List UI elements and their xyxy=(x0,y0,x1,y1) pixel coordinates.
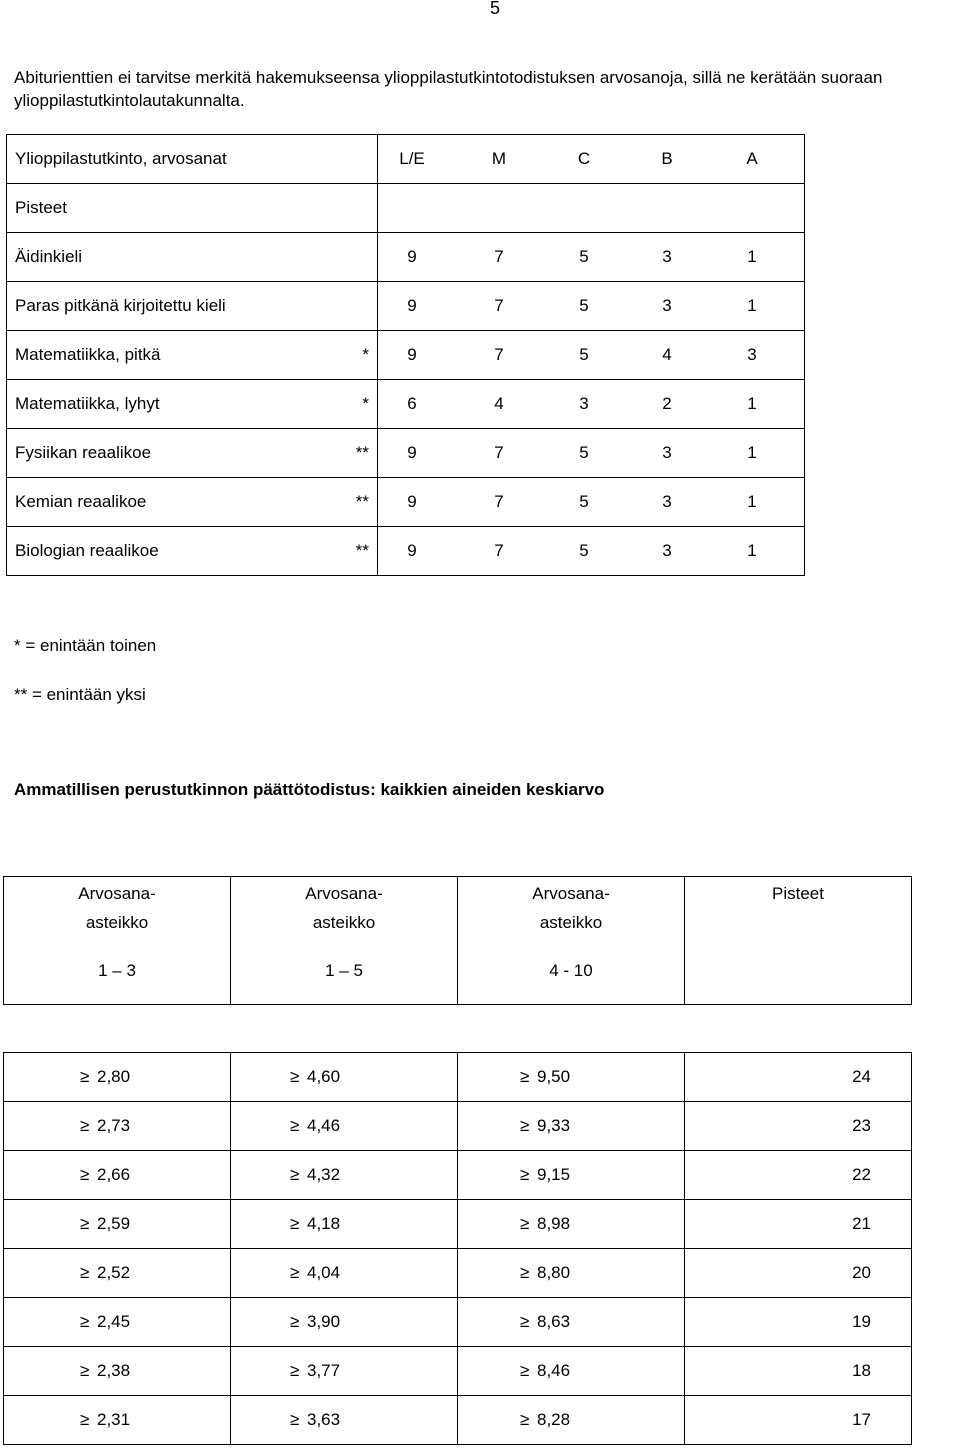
grade-points: 3 xyxy=(747,345,757,364)
subject-cell xyxy=(7,233,378,282)
greater-equal-icon: ≥ xyxy=(520,1312,530,1331)
grade-points: 7 xyxy=(494,443,504,462)
threshold-cell xyxy=(231,1396,458,1445)
threshold-cell xyxy=(458,1347,685,1396)
threshold-value: 4,60 xyxy=(307,1067,341,1086)
grade-points: 4 xyxy=(662,345,672,364)
grade-header: L/E xyxy=(399,149,425,168)
threshold-cell xyxy=(458,1151,685,1200)
grade-header: M xyxy=(491,149,507,168)
scale-label-line1: Arvosana- xyxy=(305,884,383,903)
threshold-cell xyxy=(4,1200,231,1249)
threshold-cell xyxy=(4,1396,231,1445)
grade-points: 7 xyxy=(494,492,504,511)
table-row xyxy=(7,527,805,576)
greater-equal-icon: ≥ xyxy=(520,1116,530,1135)
grade-points: 3 xyxy=(662,296,672,315)
threshold-value: 3,77 xyxy=(307,1361,341,1380)
grade-points: 2 xyxy=(662,394,672,413)
table-row xyxy=(4,1396,912,1445)
grade-points: 5 xyxy=(579,541,589,560)
threshold-cell xyxy=(458,1396,685,1445)
points-value: 22 xyxy=(685,1151,912,1200)
points-cell xyxy=(378,233,805,282)
scale-header-1-5 xyxy=(231,877,458,1005)
grade-points: 9 xyxy=(407,247,417,266)
points-value: 18 xyxy=(685,1347,912,1396)
threshold-value: 2,66 xyxy=(97,1165,131,1184)
scale-label-line1: Arvosana- xyxy=(532,884,610,903)
threshold-cell xyxy=(4,1102,231,1151)
subject-name: Kemian reaalikoe xyxy=(15,492,147,511)
points-value: 23 xyxy=(685,1102,912,1151)
subject-cell xyxy=(7,527,378,576)
table-row xyxy=(4,1298,912,1347)
threshold-value: 2,45 xyxy=(97,1312,131,1331)
points-value: 21 xyxy=(685,1200,912,1249)
greater-equal-icon: ≥ xyxy=(290,1361,300,1380)
points-value: 17 xyxy=(685,1396,912,1445)
points-cell xyxy=(378,282,805,331)
grade-points: 1 xyxy=(747,247,757,266)
threshold-value: 8,80 xyxy=(537,1263,571,1282)
limit-mark: * xyxy=(362,345,369,364)
scale-header-1-3 xyxy=(4,877,231,1005)
threshold-cell xyxy=(231,1298,458,1347)
threshold-value: 4,04 xyxy=(307,1263,341,1282)
grade-points: 7 xyxy=(494,345,504,364)
threshold-value: 9,15 xyxy=(537,1165,571,1184)
grade-points: 1 xyxy=(747,394,757,413)
grade-headers xyxy=(378,135,805,184)
intro-paragraph: Abiturienttien ei tarvitse merkitä hakemukseensa ylioppilastutkintotodistuksen arvosanoja, sillä ne kerätään suoraan ylioppilastutkintolautakunnalta. xyxy=(14,68,883,110)
grade-points: 5 xyxy=(579,247,589,266)
greater-equal-icon: ≥ xyxy=(80,1361,90,1380)
table-row xyxy=(7,233,805,282)
greater-equal-icon: ≥ xyxy=(290,1410,300,1429)
points-value: 24 xyxy=(685,1053,912,1102)
points-value: 20 xyxy=(685,1249,912,1298)
threshold-cell xyxy=(458,1298,685,1347)
grade-points: 3 xyxy=(579,394,589,413)
scale-range: 4 - 10 xyxy=(549,961,593,980)
threshold-cell xyxy=(458,1200,685,1249)
points-label: Pisteet xyxy=(7,184,378,233)
legend-one-star: * = enintään toinen xyxy=(14,636,157,655)
grade-points: 9 xyxy=(407,492,417,511)
grade-points: 5 xyxy=(579,492,589,511)
subject-cell xyxy=(7,429,378,478)
greater-equal-icon: ≥ xyxy=(520,1410,530,1429)
greater-equal-icon: ≥ xyxy=(520,1214,530,1233)
table-row xyxy=(7,380,805,429)
subject-cell xyxy=(7,282,378,331)
grade-points: 1 xyxy=(747,541,757,560)
limit-mark: * xyxy=(362,394,369,413)
grade-points: 7 xyxy=(494,541,504,560)
scale-range: 1 – 5 xyxy=(325,961,363,980)
limit-mark: ** xyxy=(355,443,369,462)
scale-label-line1: Arvosana- xyxy=(78,884,156,903)
grade-points: 9 xyxy=(407,443,417,462)
greater-equal-icon: ≥ xyxy=(290,1165,300,1184)
points-cell xyxy=(378,429,805,478)
table-row xyxy=(4,1249,912,1298)
points-cell xyxy=(378,380,805,429)
points-value: 19 xyxy=(685,1298,912,1347)
table-row xyxy=(4,1151,912,1200)
threshold-value: 3,90 xyxy=(307,1312,341,1331)
table-row xyxy=(4,1053,912,1102)
grade-points: 6 xyxy=(407,394,417,413)
threshold-value: 4,32 xyxy=(307,1165,341,1184)
vocational-points-table xyxy=(3,1052,912,1445)
greater-equal-icon: ≥ xyxy=(80,1312,90,1331)
table-row xyxy=(7,331,805,380)
table-header-row xyxy=(7,135,805,184)
grade-header: B xyxy=(661,149,673,168)
threshold-cell xyxy=(231,1347,458,1396)
threshold-cell xyxy=(4,1249,231,1298)
greater-equal-icon: ≥ xyxy=(80,1165,90,1184)
scale-label-line2: asteikko xyxy=(312,913,376,932)
subject-name: Äidinkieli xyxy=(15,247,83,266)
table-row xyxy=(4,1347,912,1396)
table-row xyxy=(7,429,805,478)
grade-points: 3 xyxy=(662,492,672,511)
grade-points: 1 xyxy=(747,296,757,315)
points-cell xyxy=(378,331,805,380)
threshold-cell xyxy=(4,1298,231,1347)
threshold-value: 8,63 xyxy=(537,1312,571,1331)
subject-name: Biologian reaalikoe xyxy=(15,541,159,560)
scale-label-line2: asteikko xyxy=(85,913,149,932)
points-label-row xyxy=(7,184,805,233)
vocational-heading: Ammatillisen perustutkinnon päättötodistus: kaikkien aineiden keskiarvo xyxy=(14,780,605,799)
subject-cell xyxy=(7,331,378,380)
grade-points: 3 xyxy=(662,541,672,560)
greater-equal-icon: ≥ xyxy=(520,1067,530,1086)
table-row xyxy=(7,282,805,331)
threshold-cell xyxy=(231,1151,458,1200)
greater-equal-icon: ≥ xyxy=(290,1312,300,1331)
subject-cell xyxy=(7,478,378,527)
subject-name: Paras pitkänä kirjoitettu kieli xyxy=(15,296,226,315)
greater-equal-icon: ≥ xyxy=(290,1067,300,1086)
threshold-cell xyxy=(4,1151,231,1200)
grade-points: 9 xyxy=(407,345,417,364)
greater-equal-icon: ≥ xyxy=(290,1214,300,1233)
threshold-value: 8,46 xyxy=(537,1361,571,1380)
subject-cell xyxy=(7,380,378,429)
subject-name: Matematiikka, lyhyt xyxy=(15,394,160,413)
grade-points: 4 xyxy=(494,394,504,413)
points-cell xyxy=(378,527,805,576)
greater-equal-icon: ≥ xyxy=(520,1165,530,1184)
threshold-value: 8,98 xyxy=(537,1214,571,1233)
threshold-value: 3,63 xyxy=(307,1410,341,1429)
scale-label-line2: asteikko xyxy=(539,913,603,932)
greater-equal-icon: ≥ xyxy=(520,1263,530,1282)
grade-points: 7 xyxy=(494,247,504,266)
grade-points: 5 xyxy=(579,443,589,462)
threshold-cell xyxy=(231,1102,458,1151)
limit-mark: ** xyxy=(355,541,369,560)
grade-points: 1 xyxy=(747,492,757,511)
subject-name: Fysiikan reaalikoe xyxy=(15,443,152,462)
threshold-cell xyxy=(4,1347,231,1396)
grade-points: 7 xyxy=(494,296,504,315)
grade-points: 9 xyxy=(407,541,417,560)
grade-scale-header-table xyxy=(3,876,912,1005)
empty-cell xyxy=(378,184,805,233)
grade-header: C xyxy=(577,149,591,168)
threshold-value: 4,46 xyxy=(307,1116,341,1135)
threshold-cell xyxy=(458,1249,685,1298)
threshold-value: 2,80 xyxy=(97,1067,131,1086)
table-row xyxy=(4,1102,912,1151)
threshold-value: 9,50 xyxy=(537,1067,571,1086)
subject-name: Matematiikka, pitkä xyxy=(15,345,161,364)
header-label-text: Ylioppilastutkinto, arvosanat xyxy=(15,149,227,168)
grade-points: 3 xyxy=(662,443,672,462)
threshold-cell xyxy=(231,1200,458,1249)
grade-points: 3 xyxy=(662,247,672,266)
greater-equal-icon: ≥ xyxy=(290,1263,300,1282)
points-cell xyxy=(378,478,805,527)
table-row xyxy=(4,1200,912,1249)
points-header-label: Pisteet xyxy=(772,884,824,903)
grade-points: 1 xyxy=(747,443,757,462)
greater-equal-icon: ≥ xyxy=(520,1361,530,1380)
grade-points: 9 xyxy=(407,296,417,315)
threshold-value: 2,59 xyxy=(97,1214,131,1233)
threshold-cell xyxy=(231,1249,458,1298)
threshold-value: 2,52 xyxy=(97,1263,131,1282)
threshold-cell xyxy=(458,1102,685,1151)
threshold-value: 4,18 xyxy=(307,1214,341,1233)
greater-equal-icon: ≥ xyxy=(80,1214,90,1233)
scale-header-4-10 xyxy=(458,877,685,1005)
threshold-cell xyxy=(4,1053,231,1102)
table-row xyxy=(7,478,805,527)
grade-points: 5 xyxy=(579,296,589,315)
greater-equal-icon: ≥ xyxy=(80,1067,90,1086)
scale-range: 1 – 3 xyxy=(98,961,136,980)
threshold-cell xyxy=(231,1053,458,1102)
threshold-value: 2,31 xyxy=(97,1410,131,1429)
matriculation-points-table xyxy=(6,134,805,576)
limit-mark: ** xyxy=(355,492,369,511)
threshold-value: 9,33 xyxy=(537,1116,571,1135)
grade-header: A xyxy=(746,149,758,168)
threshold-value: 2,38 xyxy=(97,1361,131,1380)
greater-equal-icon: ≥ xyxy=(80,1410,90,1429)
table-header-row xyxy=(4,877,912,1005)
points-header xyxy=(685,877,912,1005)
threshold-cell xyxy=(458,1053,685,1102)
threshold-value: 2,73 xyxy=(97,1116,131,1135)
grade-points: 5 xyxy=(579,345,589,364)
greater-equal-icon: ≥ xyxy=(290,1116,300,1135)
page-number: 5 xyxy=(490,0,501,18)
header-label xyxy=(7,135,378,184)
greater-equal-icon: ≥ xyxy=(80,1263,90,1282)
legend-two-star: ** = enintään yksi xyxy=(14,685,146,704)
greater-equal-icon: ≥ xyxy=(80,1116,90,1135)
threshold-value: 8,28 xyxy=(537,1410,571,1429)
